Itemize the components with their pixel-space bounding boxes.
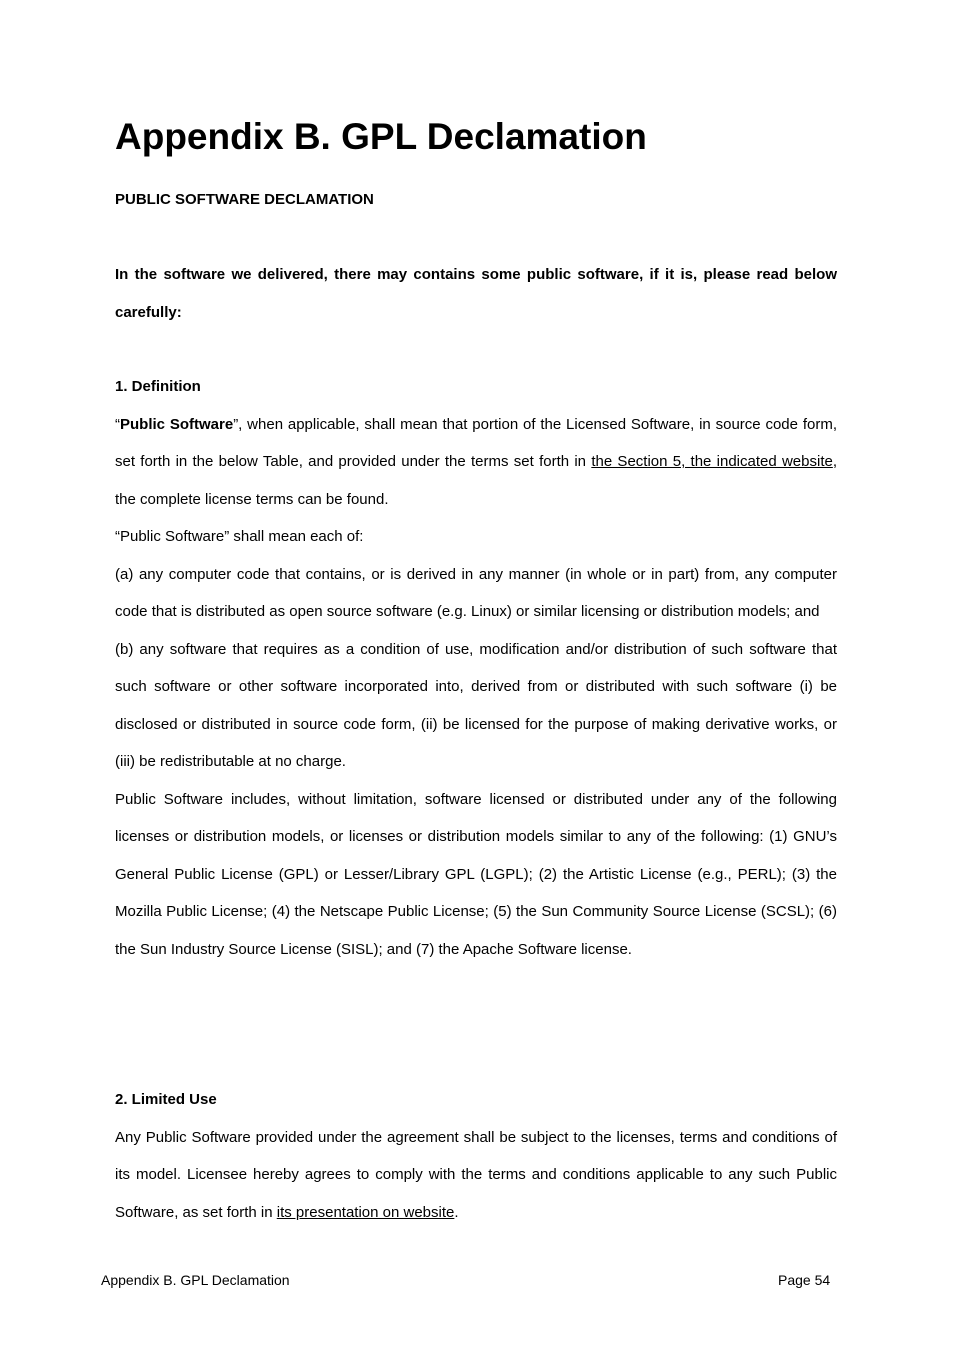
limited-use-text-a: Any Public Software provided under the agreement shall be subject to the licenses, terms and conditions of its model. Licensee hereby agrees to comply with the terms and conditions applicable to any such Public Software, as set forth in — [115, 1128, 837, 1221]
limited-use-paragraph — [115, 1119, 837, 1232]
limited-use-text-b: . — [454, 1203, 459, 1221]
item-b-paragraph: (b) any software that requires as a condition of use, modification and/or distribution of such software that such software or other software incorporated into, derived from or distributed with such software (i) be disclosed or distributed in source code form, (ii) be licensed for the purpose of making derivative works, or (iii) be redistributable at no charge. — [115, 640, 837, 770]
public-software-term: Public Software — [120, 415, 234, 433]
definition-heading: 1. Definition — [115, 378, 201, 395]
website-presentation-link[interactable]: its presentation on website — [276, 1203, 455, 1221]
definition-text-a: ”, when applicable, shall mean that portion of the Licensed Software, in source code form, set forth in the below Table, and provided under the terms set forth in — [115, 415, 837, 470]
page-title: Appendix B. GPL Declamation — [115, 116, 647, 157]
footer-title: Appendix B. GPL Declamation — [101, 1272, 290, 1288]
definition-text-b: , the complete license terms can be found. — [115, 453, 837, 508]
limited-use-heading: 2. Limited Use — [115, 1091, 217, 1108]
licenses-paragraph: Public Software includes, without limitation, software licensed or distributed under any of the following licenses or distribution models, or licenses or distribution models similar to any of the following: (1) GNU’s General Public License (GPL) or Lesser/Library GPL (LGPL); (2) the Artistic License (e.g., PERL); (3) the Mozilla Public License; (4) the Netscape Public License; (5) the Sun Community Source License (SCSL); (6) the Sun Industry Source License (SISL); and (7) the Apache Software license. — [115, 790, 837, 958]
shall-mean-paragraph: “Public Software” shall mean each of: — [115, 528, 364, 545]
item-a-paragraph: (a) any computer code that contains, or is derived in any manner (in whole or in part) from, any computer code that is distributed as open source software (e.g. Linux) or similar licensing or distribution models; and — [115, 565, 837, 620]
section-definition — [115, 368, 837, 968]
intro-paragraph: In the software we delivered, there may contains some public software, if it is, please read below carefully: — [115, 266, 837, 321]
definition-paragraph — [115, 406, 837, 519]
section-subtitle: PUBLIC SOFTWARE DECLAMATION — [115, 191, 374, 208]
page-number: Page 54 — [778, 1272, 831, 1288]
section-limited-use — [115, 1081, 837, 1231]
section5-website-link[interactable]: the Section 5, the indicated website — [591, 453, 833, 470]
open-quote: “ — [115, 415, 120, 433]
